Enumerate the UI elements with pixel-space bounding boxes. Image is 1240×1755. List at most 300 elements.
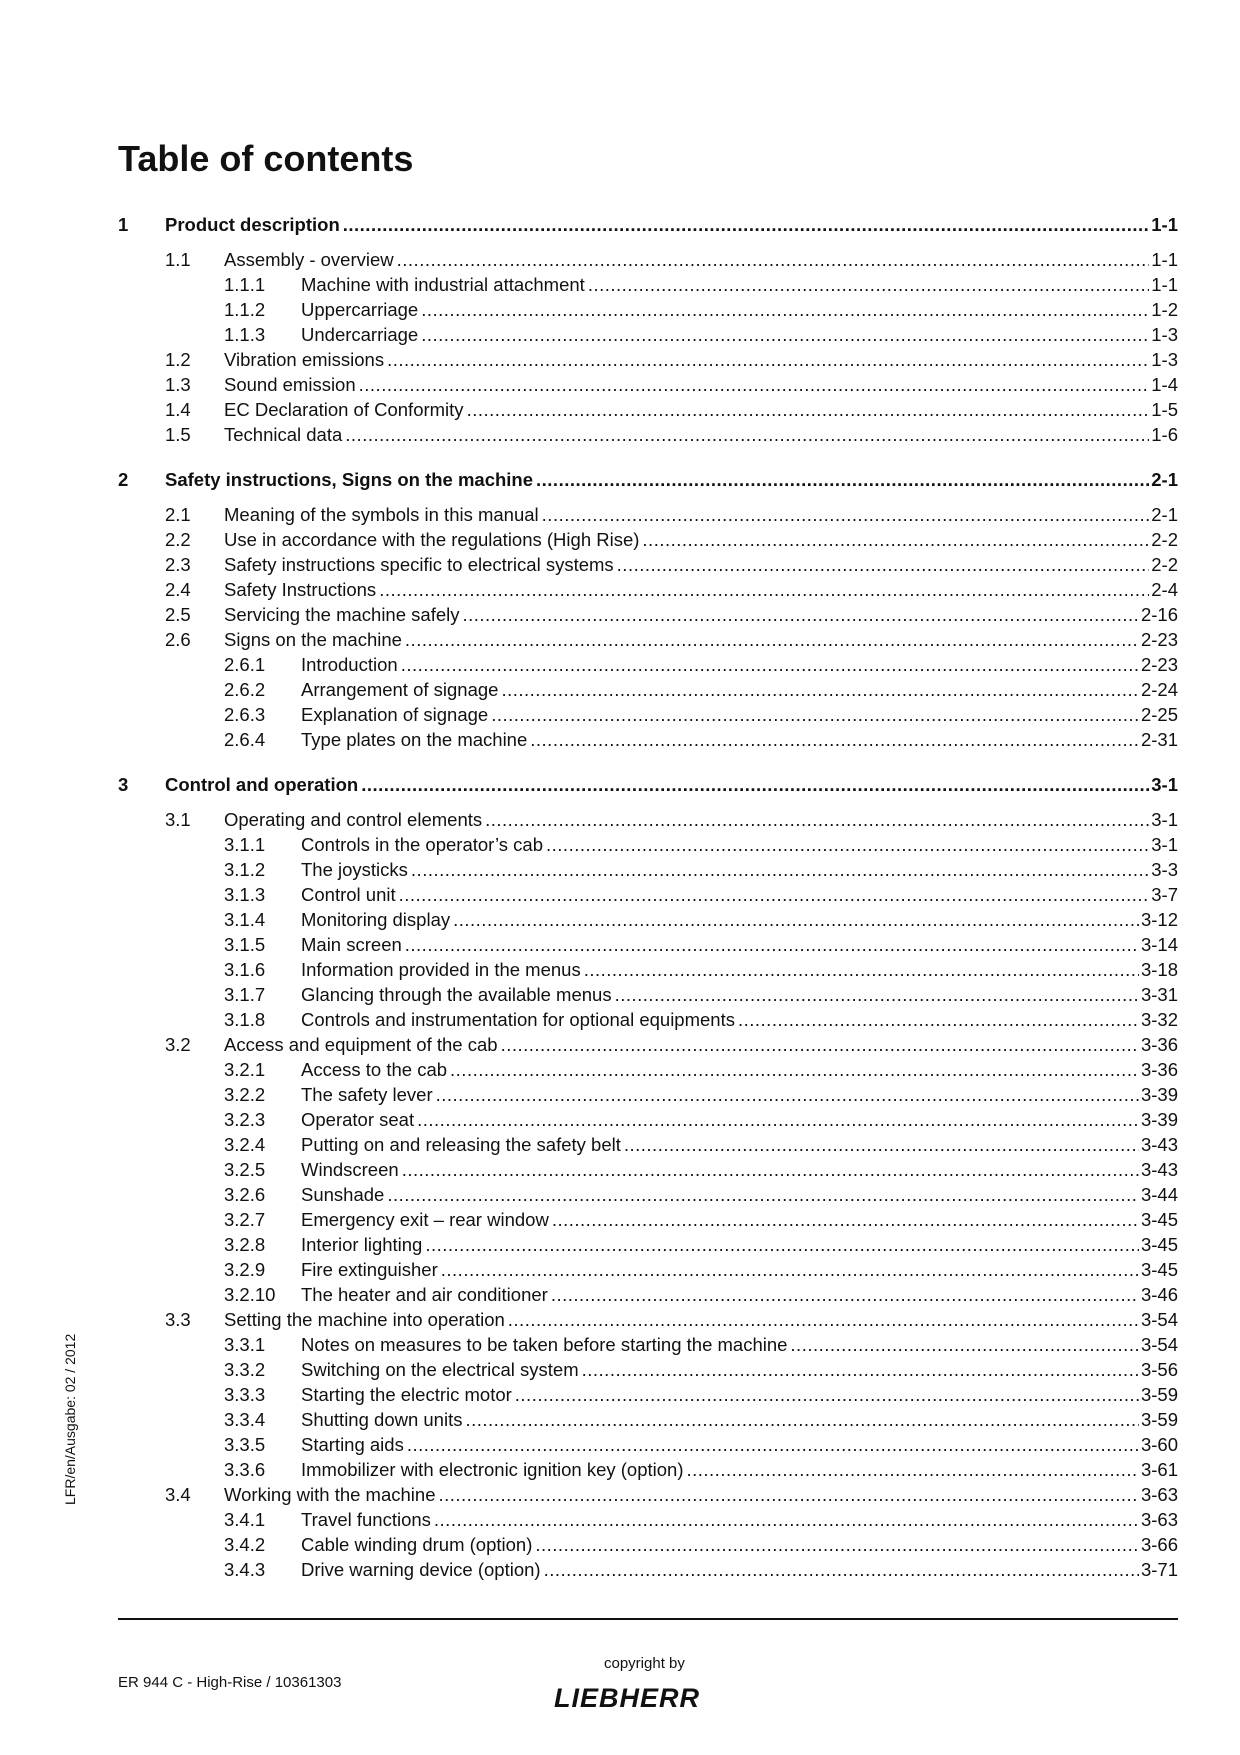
toc-entry[interactable] <box>118 467 1178 492</box>
toc-entry-number: 3.2.3 <box>224 1109 266 1130</box>
toc-entry[interactable] <box>118 527 1178 552</box>
toc-entry-title: The joysticks <box>301 859 408 880</box>
toc-entry[interactable] <box>118 1532 1178 1557</box>
toc-dot-leader <box>582 1357 1139 1382</box>
toc-entry-page: 3-45 <box>1140 1259 1178 1280</box>
table-of-contents <box>118 212 1178 1582</box>
toc-entry-number: 2.3 <box>165 554 191 575</box>
toc-entry-title: Machine with industrial attachment <box>301 274 585 295</box>
toc-entry[interactable] <box>118 1007 1178 1032</box>
toc-entry-number: 1.1.1 <box>224 274 266 295</box>
toc-entry-line <box>301 727 1178 752</box>
toc-entry[interactable] <box>118 857 1178 882</box>
toc-entry-number: 2.6.2 <box>224 679 266 700</box>
toc-entry-number: 3.1.5 <box>224 934 266 955</box>
toc-entry-number: 2.6 <box>165 629 191 650</box>
toc-dot-leader <box>790 1332 1139 1357</box>
copyright-label: copyright by <box>604 1655 685 1672</box>
toc-dot-leader <box>359 372 1150 397</box>
toc-entry-line <box>301 1107 1178 1132</box>
toc-entry-title: Access to the cab <box>301 1059 448 1080</box>
toc-entry[interactable] <box>118 1182 1178 1207</box>
toc-entry-line <box>301 882 1178 907</box>
toc-entry-page: 2-25 <box>1140 704 1178 725</box>
toc-entry-page: 3-54 <box>1140 1334 1178 1355</box>
toc-entry-number: 3.3.2 <box>224 1359 266 1380</box>
toc-entry-number: 1 <box>118 214 129 235</box>
toc-entry-number: 3.1.4 <box>224 909 266 930</box>
toc-entry[interactable] <box>118 322 1178 347</box>
toc-dot-leader <box>343 212 1150 237</box>
toc-dot-leader <box>411 857 1149 882</box>
toc-entry-line <box>301 1382 1178 1407</box>
toc-entry-page: 2-16 <box>1140 604 1178 625</box>
toc-entry-line <box>301 652 1178 677</box>
toc-entry-title: Windscreen <box>301 1159 399 1180</box>
toc-dot-leader <box>588 272 1149 297</box>
toc-entry-title: The heater and air conditioner <box>301 1284 548 1305</box>
toc-entry-line <box>224 372 1178 397</box>
toc-entry-page: 2-23 <box>1140 629 1178 650</box>
toc-entry-page: 3-43 <box>1140 1134 1178 1155</box>
toc-entry-number: 1.1.2 <box>224 299 266 320</box>
toc-dot-leader <box>402 1157 1139 1182</box>
toc-entry-line <box>301 1282 1178 1307</box>
toc-entry[interactable] <box>118 1157 1178 1182</box>
toc-entry-title: Starting the electric motor <box>301 1384 512 1405</box>
toc-entry-title: Undercarriage <box>301 324 419 345</box>
toc-entry-title: Assembly - overview <box>224 249 394 270</box>
toc-entry-page: 1-2 <box>1151 299 1178 320</box>
toc-entry-title: Working with the machine <box>224 1484 436 1505</box>
toc-entry-line <box>224 602 1178 627</box>
toc-entry-number: 3.3.5 <box>224 1434 266 1455</box>
toc-entry-line <box>165 772 1178 797</box>
toc-entry-title: Meaning of the symbols in this manual <box>224 504 539 525</box>
toc-entry[interactable] <box>118 297 1178 322</box>
toc-entry-page: 1-6 <box>1151 424 1178 445</box>
toc-entry[interactable] <box>118 372 1178 397</box>
toc-entry-line <box>301 1357 1178 1382</box>
toc-entry-page: 2-31 <box>1140 729 1178 750</box>
toc-entry-page: 1-5 <box>1151 399 1178 420</box>
toc-entry-page: 2-2 <box>1151 529 1178 550</box>
toc-entry-title: Safety instructions, Signs on the machine <box>165 469 534 490</box>
toc-entry[interactable] <box>118 577 1178 602</box>
toc-entry[interactable] <box>118 882 1178 907</box>
toc-entry[interactable] <box>118 212 1178 237</box>
toc-entry-number: 3.2.2 <box>224 1084 266 1105</box>
toc-entry[interactable] <box>118 1307 1178 1332</box>
toc-dot-leader <box>421 297 1149 322</box>
toc-entry-number: 3.3.3 <box>224 1384 266 1405</box>
toc-entry-line <box>301 677 1178 702</box>
toc-entry-number: 3 <box>118 774 129 795</box>
toc-entry-page: 1-1 <box>1151 249 1178 270</box>
toc-entry-title: Explanation of signage <box>301 704 489 725</box>
toc-dot-leader <box>379 577 1149 602</box>
toc-entry-title: Switching on the electrical system <box>301 1359 579 1380</box>
toc-dot-leader <box>508 1307 1139 1332</box>
toc-entry[interactable] <box>118 347 1178 372</box>
toc-entry-page: 3-1 <box>1151 774 1178 795</box>
toc-dot-leader <box>361 772 1149 797</box>
toc-entry[interactable] <box>118 1382 1178 1407</box>
toc-dot-leader <box>552 1207 1139 1232</box>
toc-entry-page: 3-45 <box>1140 1234 1178 1255</box>
toc-entry[interactable] <box>118 982 1178 1007</box>
toc-entry-number: 2.6.4 <box>224 729 266 750</box>
toc-dot-leader <box>491 702 1139 727</box>
toc-entry-number: 3.2.4 <box>224 1134 266 1155</box>
toc-entry-page: 2-24 <box>1140 679 1178 700</box>
toc-entry[interactable] <box>118 272 1178 297</box>
toc-entry-page: 3-59 <box>1140 1384 1178 1405</box>
toc-dot-leader <box>535 1532 1139 1557</box>
toc-entry-number: 3.3.6 <box>224 1459 266 1480</box>
toc-entry-title: Travel functions <box>301 1509 431 1530</box>
toc-entry-line <box>301 1057 1178 1082</box>
toc-dot-leader <box>515 1382 1139 1407</box>
toc-entry-line <box>301 1082 1178 1107</box>
toc-entry-number: 2.4 <box>165 579 191 600</box>
toc-entry-page: 3-3 <box>1151 859 1178 880</box>
toc-entry-line <box>301 272 1178 297</box>
toc-entry[interactable] <box>118 397 1178 422</box>
toc-entry[interactable] <box>118 247 1178 272</box>
toc-entry-line <box>301 1132 1178 1157</box>
toc-dot-leader <box>686 1457 1138 1482</box>
toc-entry[interactable] <box>118 1232 1178 1257</box>
toc-dot-leader <box>542 502 1150 527</box>
toc-entry-number: 2.2 <box>165 529 191 550</box>
toc-entry[interactable] <box>118 907 1178 932</box>
toc-entry[interactable] <box>118 932 1178 957</box>
toc-entry-page: 3-43 <box>1140 1159 1178 1180</box>
toc-entry[interactable] <box>118 832 1178 857</box>
toc-entry-number: 3.2.10 <box>224 1284 276 1305</box>
toc-entry-line <box>301 1232 1178 1257</box>
toc-entry[interactable] <box>118 1332 1178 1357</box>
toc-dot-leader <box>405 932 1139 957</box>
toc-dot-leader <box>738 1007 1139 1032</box>
toc-entry-line <box>301 1507 1178 1532</box>
toc-entry-page: 3-36 <box>1140 1034 1178 1055</box>
toc-entry-number: 3.1.1 <box>224 834 266 855</box>
toc-dot-leader <box>436 1082 1139 1107</box>
toc-entry-title: Access and equipment of the cab <box>224 1034 498 1055</box>
toc-entry[interactable] <box>118 1557 1178 1582</box>
toc-entry-number: 2.6.1 <box>224 654 266 675</box>
toc-dot-leader <box>387 1182 1139 1207</box>
toc-entry-title: Use in accordance with the regulations (High Rise) <box>224 529 640 550</box>
toc-entry-number: 2.1 <box>165 504 191 525</box>
toc-entry-title: Operator seat <box>301 1109 415 1130</box>
toc-entry-page: 3-66 <box>1140 1534 1178 1555</box>
toc-dot-leader <box>399 882 1150 907</box>
toc-entry[interactable] <box>118 627 1178 652</box>
toc-entry[interactable] <box>118 1032 1178 1057</box>
toc-entry-number: 1.3 <box>165 374 191 395</box>
toc-dot-leader <box>544 1557 1139 1582</box>
toc-entry-line <box>301 982 1178 1007</box>
toc-entry-line <box>165 467 1178 492</box>
toc-entry-title: Fire extinguisher <box>301 1259 438 1280</box>
toc-entry-title: Vibration emissions <box>224 349 385 370</box>
toc-entry-title: Glancing through the available menus <box>301 984 612 1005</box>
toc-entry-page: 3-36 <box>1140 1059 1178 1080</box>
toc-entry-number: 2 <box>118 469 129 490</box>
toc-entry-line <box>301 1332 1178 1357</box>
toc-dot-leader <box>397 247 1150 272</box>
toc-entry-page: 3-31 <box>1140 984 1178 1005</box>
toc-entry-line <box>301 907 1178 932</box>
toc-entry-title: Monitoring display <box>301 909 451 930</box>
toc-entry-line <box>301 832 1178 857</box>
toc-entry-page: 3-60 <box>1140 1434 1178 1455</box>
toc-entry-line <box>224 552 1178 577</box>
toc-entry-line <box>301 1207 1178 1232</box>
toc-entry-page: 3-14 <box>1140 934 1178 955</box>
toc-entry-title: Signs on the machine <box>224 629 402 650</box>
toc-entry-page: 3-54 <box>1140 1309 1178 1330</box>
toc-dot-leader <box>345 422 1149 447</box>
toc-entry-line <box>224 627 1178 652</box>
toc-entry-page: 3-1 <box>1151 834 1178 855</box>
toc-entry-page: 3-32 <box>1140 1009 1178 1030</box>
toc-entry-title: Putting on and releasing the safety belt <box>301 1134 621 1155</box>
toc-dot-leader <box>450 1057 1139 1082</box>
toc-entry-number: 3.2.5 <box>224 1159 266 1180</box>
toc-entry[interactable] <box>118 1432 1178 1457</box>
liebherr-logo-mark <box>552 1682 742 1712</box>
liebherr-logo <box>552 1682 742 1717</box>
toc-entry-page: 3-39 <box>1140 1109 1178 1130</box>
toc-entry-number: 3.3.1 <box>224 1334 266 1355</box>
toc-entry-title: Emergency exit – rear window <box>301 1209 549 1230</box>
toc-entry-number: 3.1.7 <box>224 984 266 1005</box>
toc-entry[interactable] <box>118 957 1178 982</box>
toc-entry-page: 3-44 <box>1140 1184 1178 1205</box>
toc-dot-leader <box>584 957 1139 982</box>
toc-entry-number: 1.2 <box>165 349 191 370</box>
toc-dot-leader <box>642 527 1149 552</box>
toc-entry-title: Interior lighting <box>301 1234 423 1255</box>
toc-entry[interactable] <box>118 1507 1178 1532</box>
toc-entry[interactable] <box>118 502 1178 527</box>
toc-entry-number: 3.3.4 <box>224 1409 266 1430</box>
toc-entry-line <box>301 297 1178 322</box>
toc-dot-leader <box>536 467 1149 492</box>
toc-entry-page: 3-12 <box>1140 909 1178 930</box>
toc-dot-leader <box>485 807 1149 832</box>
toc-dot-leader <box>425 1232 1139 1257</box>
toc-dot-leader <box>465 1407 1139 1432</box>
toc-entry-title: Sound emission <box>224 374 356 395</box>
footer-divider <box>118 1618 1178 1620</box>
toc-entry-line <box>301 1182 1178 1207</box>
toc-entry-page: 1-1 <box>1151 214 1178 235</box>
toc-entry-title: Sunshade <box>301 1184 385 1205</box>
toc-entry-title: Setting the machine into operation <box>224 1309 505 1330</box>
toc-entry-title: The safety lever <box>301 1084 433 1105</box>
toc-entry-line <box>301 1557 1178 1582</box>
toc-entry-line <box>301 1432 1178 1457</box>
toc-entry-line <box>224 807 1178 832</box>
toc-entry-line <box>301 1532 1178 1557</box>
toc-entry-line <box>301 932 1178 957</box>
toc-entry-number: 3.3 <box>165 1309 191 1330</box>
toc-entry-page: 2-23 <box>1140 654 1178 675</box>
toc-dot-leader <box>441 1257 1139 1282</box>
toc-entry-number: 3.2.9 <box>224 1259 266 1280</box>
toc-entry[interactable] <box>118 677 1178 702</box>
toc-entry-title: Controls in the operator’s cab <box>301 834 544 855</box>
toc-dot-leader <box>405 627 1139 652</box>
toc-entry-title: Servicing the machine safely <box>224 604 460 625</box>
toc-entry-line <box>301 322 1178 347</box>
toc-entry-title: Immobilizer with electronic ignition key (option) <box>301 1459 684 1480</box>
toc-entry-title: Operating and control elements <box>224 809 483 830</box>
page-title: Table of contents <box>118 138 414 179</box>
toc-entry-line <box>301 1007 1178 1032</box>
toc-dot-leader <box>462 602 1138 627</box>
toc-entry-line <box>224 397 1178 422</box>
toc-entry[interactable] <box>118 1057 1178 1082</box>
toc-entry-number: 3.4.3 <box>224 1559 266 1580</box>
toc-entry[interactable] <box>118 1132 1178 1157</box>
toc-entry[interactable] <box>118 727 1178 752</box>
toc-entry[interactable] <box>118 1407 1178 1432</box>
toc-entry[interactable] <box>118 1482 1178 1507</box>
toc-entry-number: 3.4.2 <box>224 1534 266 1555</box>
toc-dot-leader <box>434 1507 1139 1532</box>
toc-dot-leader <box>438 1482 1138 1507</box>
toc-dot-leader <box>421 322 1149 347</box>
toc-entry[interactable] <box>118 1082 1178 1107</box>
toc-dot-leader <box>453 907 1139 932</box>
toc-entry-title: Control and operation <box>165 774 359 795</box>
toc-entry-line <box>301 957 1178 982</box>
toc-entry-title: Technical data <box>224 424 343 445</box>
toc-entry-page: 2-1 <box>1151 469 1178 490</box>
toc-entry-page: 3-59 <box>1140 1409 1178 1430</box>
toc-entry-title: Starting aids <box>301 1434 404 1455</box>
toc-entry-title: Cable winding drum (option) <box>301 1534 533 1555</box>
toc-entry-line <box>301 1257 1178 1282</box>
toc-entry-title: EC Declaration of Conformity <box>224 399 464 420</box>
toc-entry-line <box>224 247 1178 272</box>
toc-entry-title: Drive warning device (option) <box>301 1559 541 1580</box>
toc-entry-line <box>165 212 1178 237</box>
toc-entry-title: Control unit <box>301 884 396 905</box>
toc-entry-page: 3-56 <box>1140 1359 1178 1380</box>
toc-entry[interactable] <box>118 1457 1178 1482</box>
toc-entry-line <box>224 577 1178 602</box>
toc-entry-number: 1.5 <box>165 424 191 445</box>
toc-entry-title: Introduction <box>301 654 398 675</box>
toc-dot-leader <box>551 1282 1139 1307</box>
toc-dot-leader <box>501 677 1139 702</box>
toc-entry[interactable] <box>118 1257 1178 1282</box>
toc-entry-number: 2.5 <box>165 604 191 625</box>
toc-dot-leader <box>467 397 1150 422</box>
toc-entry[interactable] <box>118 702 1178 727</box>
toc-entry-number: 2.6.3 <box>224 704 266 725</box>
toc-entry-number: 3.1 <box>165 809 191 830</box>
toc-entry-page: 2-4 <box>1151 579 1178 600</box>
svg-text:LIEBHERR: LIEBHERR <box>554 1683 701 1712</box>
toc-entry-number: 3.2.6 <box>224 1184 266 1205</box>
toc-entry[interactable] <box>118 1357 1178 1382</box>
toc-entry-number: 1.1.3 <box>224 324 266 345</box>
toc-entry[interactable] <box>118 1207 1178 1232</box>
toc-entry-page: 3-18 <box>1140 959 1178 980</box>
toc-entry[interactable] <box>118 652 1178 677</box>
toc-entry-title: Main screen <box>301 934 402 955</box>
toc-entry-title: Information provided in the menus <box>301 959 581 980</box>
toc-entry-line <box>224 422 1178 447</box>
toc-entry-number: 3.4.1 <box>224 1509 266 1530</box>
toc-entry-number: 1.1 <box>165 249 191 270</box>
toc-entry-number: 3.2.7 <box>224 1209 266 1230</box>
toc-entry-page: 1-1 <box>1151 274 1178 295</box>
toc-entry-line <box>301 1407 1178 1432</box>
toc-entry-page: 3-63 <box>1140 1484 1178 1505</box>
toc-entry-page: 3-61 <box>1140 1459 1178 1480</box>
toc-dot-leader <box>387 347 1149 372</box>
toc-entry-line <box>301 702 1178 727</box>
toc-entry-line <box>224 1482 1178 1507</box>
toc-entry-title: Uppercarriage <box>301 299 419 320</box>
toc-entry-page: 1-4 <box>1151 374 1178 395</box>
toc-entry-line <box>224 502 1178 527</box>
footer-document-id: ER 944 C - High-Rise / 10361303 <box>118 1674 342 1691</box>
toc-entry-title: Arrangement of signage <box>301 679 499 700</box>
toc-entry-page: 3-63 <box>1140 1509 1178 1530</box>
toc-entry-number: 3.1.8 <box>224 1009 266 1030</box>
toc-entry-page: 3-7 <box>1151 884 1178 905</box>
toc-entry-line <box>224 1307 1178 1332</box>
toc-entry-title: Controls and instrumentation for optional equipments <box>301 1009 735 1030</box>
toc-entry[interactable] <box>118 422 1178 447</box>
toc-entry-number: 3.4 <box>165 1484 191 1505</box>
toc-entry[interactable] <box>118 552 1178 577</box>
toc-entry[interactable] <box>118 772 1178 797</box>
toc-entry-number: 3.1.6 <box>224 959 266 980</box>
toc-entry[interactable] <box>118 807 1178 832</box>
toc-dot-leader <box>615 982 1139 1007</box>
toc-entry-line <box>224 347 1178 372</box>
toc-entry[interactable] <box>118 1107 1178 1132</box>
toc-dot-leader <box>407 1432 1139 1457</box>
toc-entry[interactable] <box>118 1282 1178 1307</box>
toc-entry-title: Shutting down units <box>301 1409 463 1430</box>
toc-entry-line <box>224 527 1178 552</box>
toc-entry-line <box>301 857 1178 882</box>
toc-entry-page: 2-2 <box>1151 554 1178 575</box>
toc-dot-leader <box>617 552 1150 577</box>
toc-dot-leader <box>624 1132 1139 1157</box>
toc-dot-leader <box>530 727 1139 752</box>
toc-dot-leader <box>546 832 1149 857</box>
toc-entry-title: Safety instructions specific to electrical systems <box>224 554 614 575</box>
side-edition-label: LFR/en/Ausgabe: 02 / 2012 <box>62 1333 78 1505</box>
toc-entry[interactable] <box>118 602 1178 627</box>
toc-entry-line <box>224 1032 1178 1057</box>
toc-entry-number: 3.1.2 <box>224 859 266 880</box>
toc-entry-page: 3-39 <box>1140 1084 1178 1105</box>
